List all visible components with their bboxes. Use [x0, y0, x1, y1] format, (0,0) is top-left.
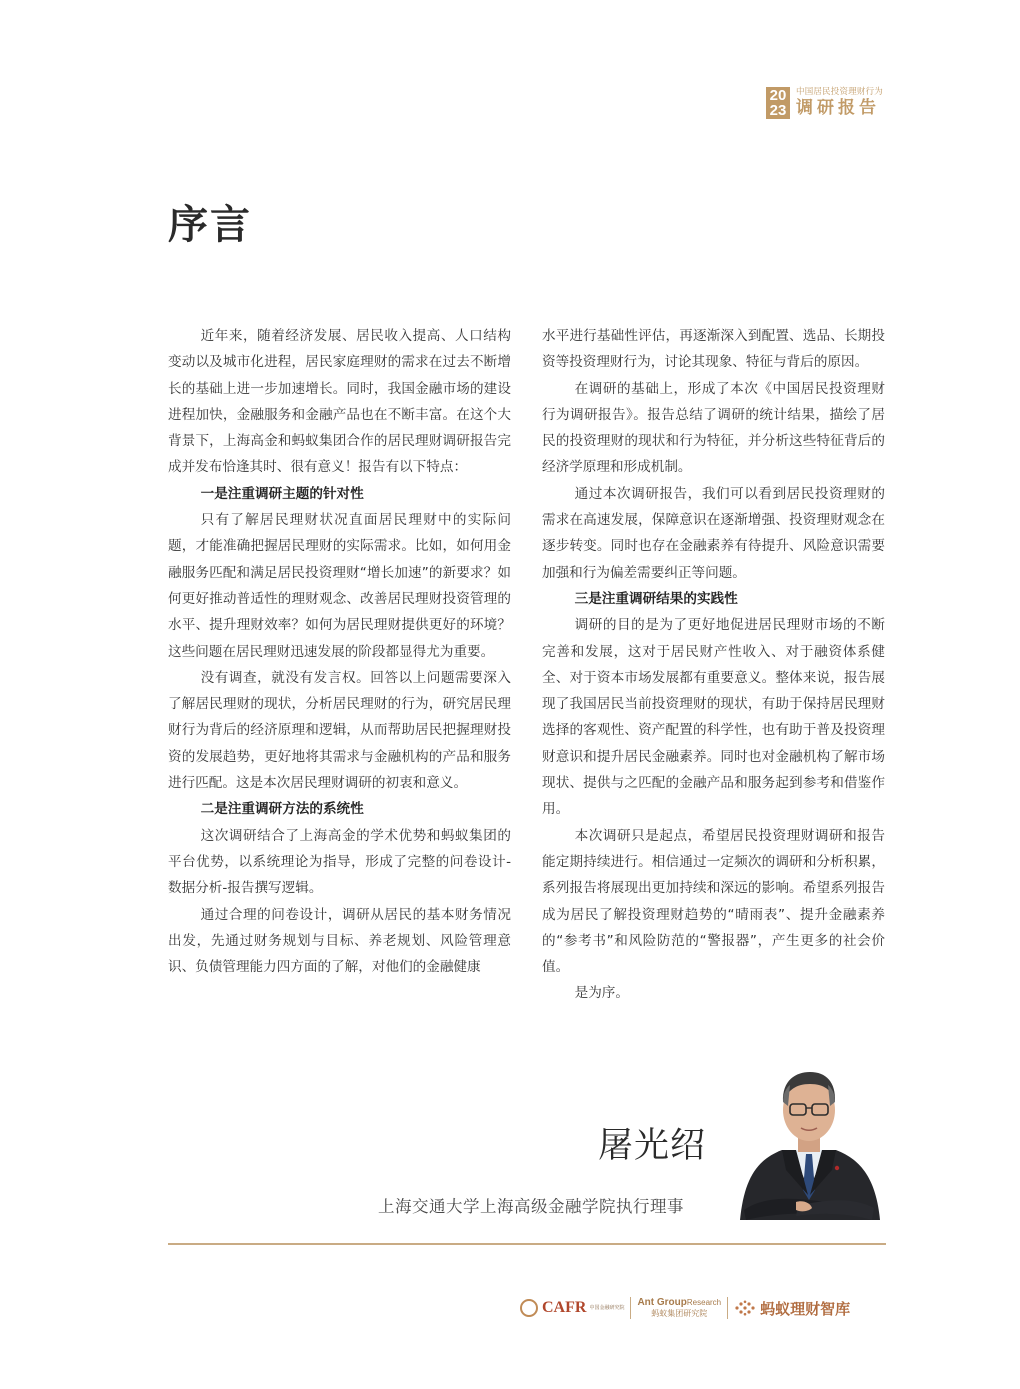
body-paragraph: 只有了解居民理财状况直面居民理财中的实际问题，才能准确把握居民理财的实际需求。比如，如何用金融服务匹配和满足居民投资理财“增长加速”的新要求？如何更好推动普适性的理财观念、改善居民理财投资管理的水平、提升理财效率？如何为居民理财提供更好的环境？这些问题在居民理财迅速发展的阶段都显得尤为重要。 [168, 512, 511, 660]
ant-group-research-logo [637, 1297, 721, 1319]
cafr-cn-name: 中国金融研究院 [589, 1305, 625, 1311]
dots-icon [734, 1300, 756, 1316]
body-paragraph: 通过本次调研报告，我们可以看到居民投资理财的需求在高速发展，保障意识在逐渐增强、投资理财观念在逐步转变。同时也存在金融素养有待提升、风险意识需要加强和行为偏差需要纠正等问题。 [542, 485, 885, 581]
year-top: 20 [769, 87, 787, 104]
page-title: 序言 [168, 202, 252, 248]
footer-logos [520, 1290, 886, 1326]
ant-research-word: Research [686, 1298, 722, 1307]
body-paragraph: 是为序。 [574, 985, 629, 1002]
signer-affiliation: 上海交通大学上海高级金融学院执行理事 [378, 1197, 684, 1216]
report-header [766, 86, 883, 120]
body-paragraph: 没有调查，就没有发言权。回答以上问题需要深入了解居民理财的现状，分析居民理财的行为，研究居民理财行为背后的经济原理和逻辑，从而帮助居民把握理财投资的发展趋势，更好地将其需求与金融机构的产品和服务进行匹配。这是本次居民理财调研的初衷和意义。 [168, 669, 511, 792]
cafr-wordmark: CAFR [542, 1299, 587, 1316]
year-bottom: 23 [769, 102, 787, 119]
ant-group-name: Ant Group [637, 1297, 687, 1308]
left-column [168, 323, 511, 980]
body-paragraph: 水平进行基础性评估，再逐渐深入到配置、选品、长期投资等投资理财行为，讨论其现象、特征与背后的原因。 [542, 328, 885, 371]
ant-wise-logo [734, 1298, 850, 1319]
section-heading: 三是注重调研结果的实践性 [574, 590, 738, 607]
cafr-logo [520, 1299, 624, 1317]
signer-portrait [736, 1050, 882, 1220]
body-paragraph: 本次调研只是起点，希望居民投资理财调研和报告能定期持续进行。相信通过一定频次的调研和分析积累，系列报告将展现出更加持续和深远的影响。希望系列报告成为居民了解投资理财趋势的“晴雨表”、提升金融素养的“参考书”和风险防范的“警报器”，产生更多的社会价值。 [542, 827, 885, 976]
header-big-title: 调研报告 [796, 98, 880, 118]
year-badge [766, 87, 790, 119]
body-paragraph: 在调研的基础上，形成了本次《中国居民投资理财行为调研报告》。报告总结了调研的统计结果，描绘了居民的投资理财的现状和行为特征，并分析这些特征背后的经济学原理和形成机制。 [542, 380, 885, 476]
right-column [542, 323, 885, 1007]
body-paragraph: 调研的目的是为了更好地促进居民理财市场的不断完善和发展，这对于居民财产性收入、对于融资体系健全、对于资本市场发展都有重要意义。整体来说，报告展现了我国居民当前投资理财的现状，有助于保持居民理财选择的客观性、资产配置的科学性，也有助于普及投资理财意识和提升居民金融素养。同时也对金融机构了解市场现状、提供与之匹配的金融产品和服务起到参考和借鉴作用。 [542, 617, 885, 818]
signer-name: 屠光绍 [598, 1126, 707, 1166]
ant-group-cn-name: 蚂蚁集团研究院 [651, 1309, 708, 1318]
logo-divider [630, 1297, 631, 1319]
body-paragraph: 近年来，随着经济发展、居民收入提高、人口结构变动以及城市化进程，居民家庭理财的需求在过去不断增长的基础上进一步加速增长。同时，我国金融市场的建设进程加快，金融服务和金融产品也在不断丰富。在这个大背景下，上海高金和蚂蚁集团合作的居民理财调研报告完成并发布恰逢其时、很有意义！报告有以下特点： [168, 328, 511, 476]
cafr-seal-icon [520, 1299, 538, 1317]
section-heading: 二是注重调研方法的系统性 [200, 801, 364, 818]
body-paragraph: 通过合理的问卷设计，调研从居民的基本财务情况出发，先通过财务规划与目标、养老规划、风险管理意识、负债管理能力四方面的了解，对他们的金融健康 [168, 906, 511, 976]
ant-wise-name: 蚂蚁理财智库 [760, 1299, 851, 1318]
body-paragraph: 这次调研结合了上海高金的学术优势和蚂蚁集团的平台优势，以系统理论为指导，形成了完整的问卷设计-数据分析-报告撰写逻辑。 [168, 827, 511, 897]
logo-divider [727, 1297, 728, 1319]
header-small-title: 中国居民投资理财行为 [796, 87, 884, 97]
footer-rule [168, 1243, 886, 1245]
section-heading: 一是注重调研主题的针对性 [200, 485, 364, 502]
